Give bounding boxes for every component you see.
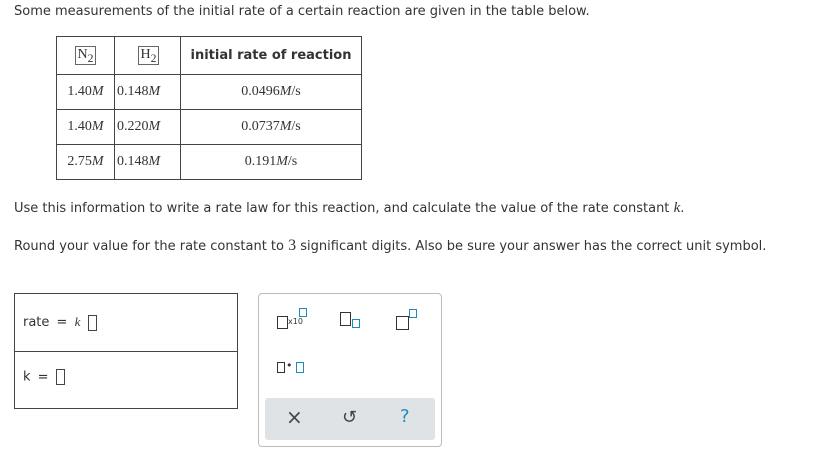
cell-h2: 0.148M xyxy=(115,75,181,110)
k-label: k xyxy=(23,369,31,385)
cell-rate: 0.0737M/s xyxy=(181,110,362,145)
equals-sign: = xyxy=(56,315,68,330)
rate-law-row xyxy=(15,294,237,352)
table-row xyxy=(57,75,362,110)
cell-n2: 2.75M xyxy=(57,145,115,180)
rate-law-expression xyxy=(23,314,97,331)
cell-h2: 0.220M xyxy=(115,110,181,145)
cell-rate: 0.0496M/s xyxy=(181,75,362,110)
base-box-icon xyxy=(277,316,288,329)
cell-n2: 1.40M xyxy=(57,110,115,145)
h2-concentration-bracket: $H_2$ xyxy=(138,46,160,66)
x10-label: x10 xyxy=(288,317,303,326)
table-row xyxy=(57,110,362,145)
left-box-icon xyxy=(277,362,285,373)
dot-icon: • xyxy=(286,359,293,372)
table-row xyxy=(57,145,362,180)
cell-rate: 0.191M/s xyxy=(181,145,362,180)
undo-icon[interactable]: ↺ xyxy=(342,407,358,428)
table-header-row xyxy=(57,37,362,75)
base-box-icon xyxy=(396,316,409,330)
exponent-box-icon xyxy=(299,308,307,317)
cell-n2: 1.40M xyxy=(57,75,115,110)
rate-law-input[interactable] xyxy=(88,315,97,331)
header-h2 xyxy=(115,37,181,75)
cell-h2: 0.148M xyxy=(115,145,181,180)
rate-constant-expression xyxy=(23,369,65,385)
palette-action-bar xyxy=(265,398,435,440)
k-symbol: k xyxy=(74,314,81,329)
rate-constant-input[interactable] xyxy=(56,369,65,385)
n2-concentration-bracket: $N_2$ xyxy=(75,46,97,66)
rate-data-table xyxy=(56,36,362,180)
intro-text: Some measurements of the initial rate of a certain reaction are given in the table below. xyxy=(14,4,590,19)
answer-box xyxy=(14,293,238,409)
instruction-rounding: Round your value for the rate constant to 3 significant digits. Also be sure your answer has the correct unit symbol. xyxy=(14,237,767,254)
header-initial-rate: initial rate of reaction xyxy=(181,37,362,75)
base-box-icon xyxy=(340,312,351,326)
rate-label: rate xyxy=(23,315,50,330)
instruction-rate-law: Use this information to write a rate law for this reaction, and calculate the value of the rate constant k. xyxy=(14,200,685,216)
right-box-icon xyxy=(296,362,304,373)
math-palette xyxy=(258,293,442,447)
subscript-box-icon xyxy=(352,319,360,328)
multiply-dot-button[interactable] xyxy=(277,360,311,378)
clear-icon[interactable]: × xyxy=(286,405,303,429)
help-icon[interactable]: ? xyxy=(400,406,410,427)
rate-constant-row xyxy=(15,352,237,408)
times-ten-button[interactable] xyxy=(275,308,309,332)
superscript-box-icon xyxy=(409,309,417,318)
subscript-button[interactable] xyxy=(338,308,364,332)
header-n2 xyxy=(57,37,115,75)
equals-sign: = xyxy=(37,369,49,385)
superscript-button[interactable] xyxy=(394,308,422,332)
